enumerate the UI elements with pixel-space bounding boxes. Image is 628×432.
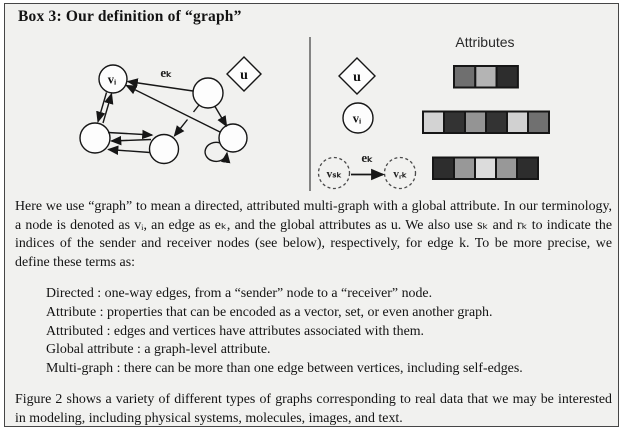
attr-cell bbox=[496, 158, 517, 180]
attr-cell bbox=[486, 112, 507, 134]
attr-cell bbox=[475, 66, 496, 88]
attr-cell bbox=[444, 112, 465, 134]
attributes-global-row bbox=[339, 58, 518, 94]
edge-ek bbox=[128, 82, 193, 92]
attr-edge-label: eₖ bbox=[361, 150, 373, 165]
attr-cell bbox=[497, 66, 518, 88]
intro-paragraph: Here we use “graph” to mean a directed, attributed multi-graph with a global attribute. In our terminology, a node is denoted as vᵢ, an edge as eₖ, and the global attributes as u. We also use sₖ and rₖ to indicate the indices of the sender and receiver nodes (see below), respectively, for edge k. To be more precise, we define these terms as: bbox=[15, 199, 612, 270]
edge-top-to-bm-stub bbox=[194, 105, 200, 112]
attr-cell bbox=[475, 158, 496, 180]
node-bottom-left bbox=[80, 123, 110, 153]
attr-cell bbox=[454, 158, 475, 180]
definitions-list bbox=[46, 285, 612, 378]
attr-global-label: u bbox=[353, 70, 361, 85]
attributes-heading: Attributes bbox=[455, 34, 515, 50]
attr-cell bbox=[465, 112, 486, 134]
attributes-node-row bbox=[343, 103, 549, 133]
node-unlabeled-top bbox=[193, 78, 223, 108]
definition-global-attribute: Global attribute : a graph-level attribute. bbox=[46, 342, 271, 358]
attr-cell bbox=[454, 66, 475, 88]
node-vi-label: vᵢ bbox=[107, 72, 117, 87]
attr-node-label: vᵢ bbox=[352, 111, 362, 126]
box-title: Box 3: Our definition of “graph” bbox=[18, 8, 242, 25]
edge-top-to-bm bbox=[175, 120, 188, 136]
attributes-edge-row bbox=[319, 150, 539, 189]
definition-multi-graph: Multi-graph : there can be more than one edge between vertices, including self-edges. bbox=[46, 360, 523, 376]
edge-bm-to-bl-1 bbox=[112, 140, 152, 142]
definition-attribute: Attribute : properties that can be encoded as a vector, set, or even another graph. bbox=[46, 304, 493, 320]
attr-receiver-label: vᵣₖ bbox=[393, 168, 407, 181]
edge-bm-to-bl-2 bbox=[109, 150, 151, 153]
attr-cell bbox=[433, 158, 454, 180]
box-text bbox=[15, 198, 612, 429]
attr-cell bbox=[507, 112, 528, 134]
edge-ek-label: eₖ bbox=[160, 65, 172, 80]
node-bottom-middle bbox=[150, 135, 179, 164]
attr-sender-label: vₛₖ bbox=[326, 168, 342, 181]
global-u-label: u bbox=[240, 68, 248, 83]
edge-top-to-br bbox=[215, 107, 227, 127]
attr-cell bbox=[528, 112, 549, 134]
attr-cell bbox=[423, 112, 444, 134]
definition-attributed: Attributed : edges and vertices have attributes associated with them. bbox=[46, 323, 425, 339]
definition-directed: Directed : one-way edges, from a “sender” node to a “receiver” node. bbox=[46, 286, 433, 302]
attr-cell bbox=[517, 158, 538, 180]
closing-paragraph: Figure 2 shows a variety of different types of graphs corresponding to real data that we may be interested in modeling, including physical systems, molecules, images, and text. bbox=[15, 392, 612, 426]
node-bottom-right bbox=[219, 124, 247, 152]
edge-bl-to-bm bbox=[108, 133, 152, 136]
